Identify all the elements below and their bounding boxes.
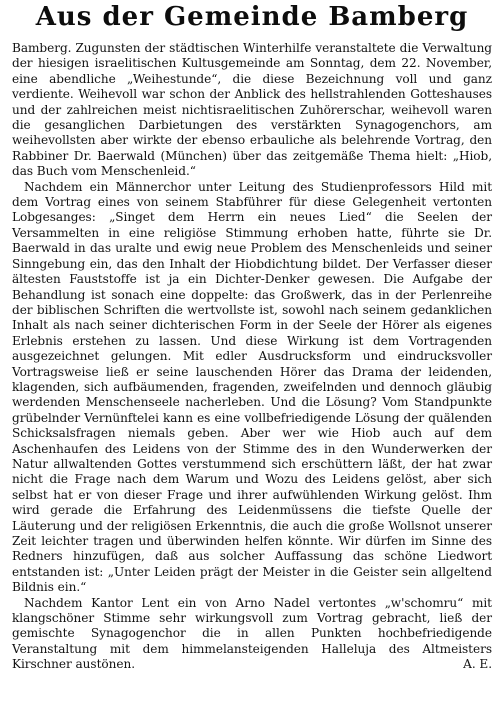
article-paragraph-3-text: Nachdem Kantor Lent ein von Arno Nadel vertontes „w'schomru“ mit klangschöner Stimme sehr wirkungsvoll zum Vortrag gebracht, ließ der gemischte Synagogenchor die in allen Punkten hochbefriedigende Veranstaltung mit dem himmelansteigenden Halleluja des Altmeisters Kirschner austönen.: [12, 595, 492, 672]
article-body: [12, 41, 492, 673]
author-signature: A. E.: [463, 657, 492, 672]
article-paragraph-1: Bamberg. Zugunsten der städtischen Winterhilfe veranstaltete die Verwaltung der hiesigen israelitischen Kultusgemeinde am Sonntag, dem 22. November, eine abendliche „Weihestunde“, die diese Bezeichnung voll und ganz verdiente. Weihevoll war schon der Anblick des hellstrahlenden Gotteshauses und der zahlreichen meist nichtisraelitischen Zuhörerschar, weihevoll waren die gesanglichen Darbietungen des verstärkten Synagogenchors, am weihevollsten aber wirkte der ebenso erbauliche als belehrende Vortrag, den Rabbiner Dr. Baerwald (München) über das zeitgemäße Thema hielt: „Hiob, das Buch vom Menschenleid.“: [12, 41, 492, 179]
article-paragraph-2: Nachdem ein Männerchor unter Leitung des Studienprofessors Hild mit dem Vortrag eines von seinem Stabführer für diese Gelegenheit vertonten Lobgesanges: „Singet dem Herrn ein neues Lied“ die Seelen der Versammelten in eine religiöse Stimmung erhoben hatte, führte sie Dr. Baerwald in das uralte und ewig neue Problem des Menschenleids und seiner Sinngebung ein, das den Inhalt der Hiobdichtung bildet. Der Verfasser dieser ältesten Fauststoffe ist ja ein Dichter-Denker gewesen. Die Aufgabe der Behandlung ist sonach eine doppelte: das Großwerk, das in der Perlenreihe der biblischen Schriften die wertvollste ist, sowohl nach seinem gedanklichen Inhalt als nach seiner dichterischen Form in der Seele der Hörer als eigenes Erlebnis erstehen zu lassen. Und diese Wirkung ist dem Vortragenden ausgezeichnet gelungen. Mit edler Ausdrucksform und eindrucksvoller Vortragsweise ließ er seine lauschenden Hörer das Drama der leidenden, klagenden, sich aufbäumenden, fragenden, zweifelnden und dennoch gläubig werdenden Menschenseele nacherleben. Und die Lösung? Vom Standpunkte grübelnder Vernünftelei kann es eine vollbefriedigende Lösung der quälenden Schicksalsfragen niemals geben. Aber wer wie Hiob auch auf dem Aschenhaufen des Leidens von der Stimme des in den Wunderwerken der Natur allwaltenden Gottes verstummend sich erschüttern läßt, der hat zwar nicht die Frage nach dem Warum und Wozu des Leidens gelöst, aber sich selbst hat er von dieser Frage und ihrer aufwühlenden Wirkung gelöst. Ihm wird gerade die Erfahrung des Leidenmüssens die tiefste Quelle der Läuterung und der religiösen Erkenntnis, die auch die große Wollsnot unserer Zeit leichter tragen und überwinden helfen könnte. Wir dürfen im Sinne des Redners hinzufügen, daß aus solcher Auffassung das schöne Liedwort entstanden ist: „Unter Leiden prägt der Meister in die Geister sein allgeltend Bildnis ein.“: [12, 179, 492, 595]
article-headline: Aus der Gemeinde Bamberg: [35, 2, 469, 32]
article-paragraph-3: [12, 596, 492, 673]
